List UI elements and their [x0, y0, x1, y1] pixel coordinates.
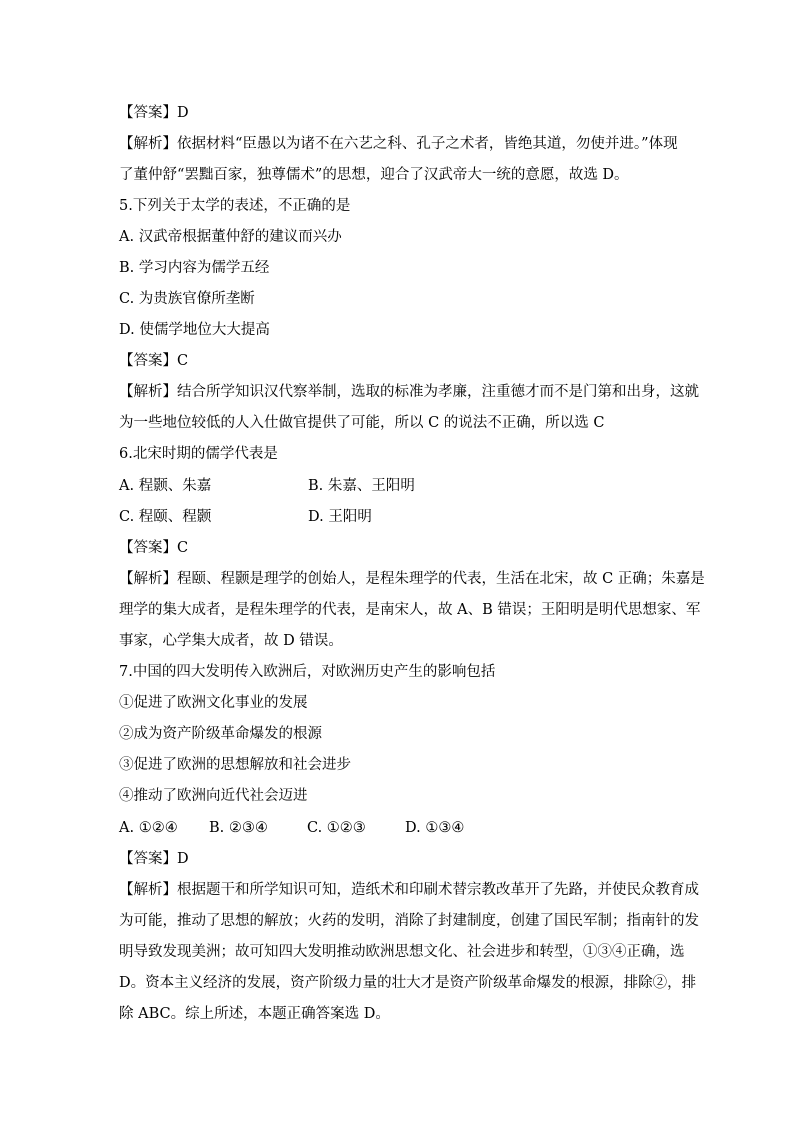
explanation-q7-line5: 除 ABC。综上所述，本题正确答案选 D。 [119, 1006, 390, 1022]
explanation-q7-line2: 为可能，推动了思想的解放；火药的发明，消除了封建制度，创建了国民军制；指南针的发 [119, 913, 699, 929]
explanation-q5-line1: 【解析】结合所学知识汉代察举制，选取的标准为孝廉，注重德才而不是门第和出身，这就 [119, 384, 699, 400]
explanation-q4-line2: 了董仲舒“罢黜百家，独尊儒术”的思想，迎合了汉武帝大一统的意愿，故选 D。 [119, 167, 629, 183]
question-5: 5.下列关于太学的表述，不正确的是 [119, 198, 351, 214]
question-6-option-a: A. 程颢、朱嘉 [119, 478, 212, 494]
question-6-option-c: C. 程颐、程颢 [119, 509, 212, 525]
explanation-q7-line3: 明导致发现美洲；故可知四大发明推动欧洲思想文化、社会进步和转型，①③④正确，选 [119, 944, 685, 960]
question-6-option-b: B. 朱嘉、王阳明 [308, 478, 415, 494]
explanation-q6-line1: 【解析】程颐、程颢是理学的创始人，是程朱理学的代表，生活在北宋，故 C 正确；朱嘉是 [119, 571, 705, 587]
answer-q4: 【答案】D [119, 105, 189, 121]
question-7-item-2: ②成为资产阶级革命爆发的根源 [119, 726, 322, 742]
question-5-option-c: C. 为贵族官僚所垄断 [119, 291, 255, 307]
explanation-q6-line2: 理学的集大成者，是程朱理学的代表，是南宋人，故 A、B 错误；王阳明是明代思想家、军 [119, 602, 701, 618]
question-7-options [119, 818, 464, 838]
question-6-option-d: D. 王阳明 [308, 509, 372, 525]
question-7: 7.中国的四大发明传入欧洲后，对欧洲历史产生的影响包括 [119, 664, 496, 680]
answer-q6: 【答案】C [119, 540, 189, 556]
explanation-q7-line1: 【解析】根据题干和所学知识可知，造纸术和印刷术替宗教改革开了先路，并使民众教育成 [119, 882, 699, 898]
question-7-option-b: B. ②③④ [209, 820, 268, 836]
question-5-option-b: B. 学习内容为儒学五经 [119, 260, 270, 276]
answer-q7: 【答案】D [119, 851, 189, 867]
question-7-option-c: C. ①②③ [307, 820, 366, 836]
question-7-item-4: ④推动了欧洲向近代社会迈进 [119, 788, 308, 804]
explanation-q6-line3: 事家，心学集大成者，故 D 错误。 [119, 633, 343, 649]
question-5-option-a: A. 汉武帝根据董仲舒的建议而兴办 [119, 229, 342, 245]
question-5-option-d: D. 使儒学地位大大提高 [119, 322, 270, 338]
question-7-option-d: D. ①③④ [405, 820, 465, 836]
question-7-item-3: ③促进了欧洲的思想解放和社会进步 [119, 757, 351, 773]
explanation-q5-line2: 为一些地位较低的人入仕做官提供了可能，所以 C 的说法不正确，所以选 C [119, 415, 605, 431]
question-7-option-a: A. ①②④ [119, 820, 178, 836]
answer-q5: 【答案】C [119, 353, 189, 369]
explanation-q7-line4: D。资本主义经济的发展，资产阶级力量的壮大才是资产阶级革命爆发的根源，排除②，排 [119, 975, 697, 991]
explanation-q4-line1: 【解析】依据材料“臣愚以为诸不在六艺之科、孔子之术者，皆绝其道，勿使并进。”体现 [119, 136, 678, 152]
question-7-item-1: ①促进了欧洲文化事业的发展 [119, 695, 308, 711]
question-6: 6.北宋时期的儒学代表是 [119, 446, 278, 462]
